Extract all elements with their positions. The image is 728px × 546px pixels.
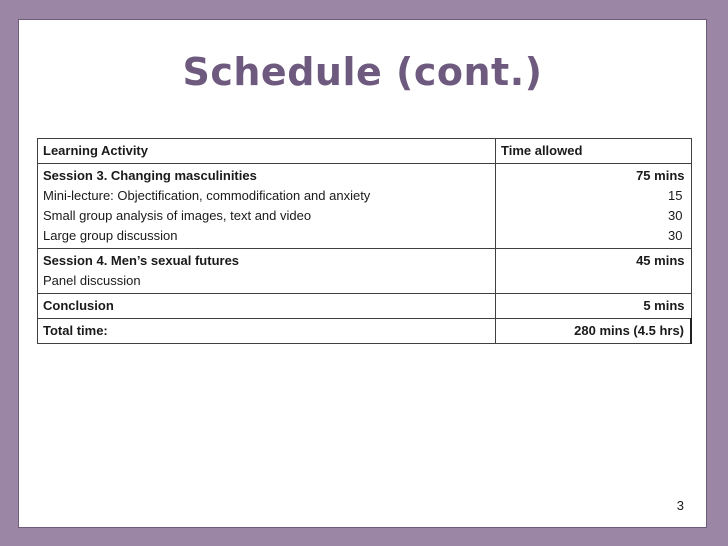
total-label-cell [38, 319, 496, 344]
total-time-cell [496, 319, 692, 344]
session3-item-2: Small group analysis of images, text and video [43, 208, 312, 223]
table-header-row [38, 139, 692, 164]
conclusion-label: Conclusion [43, 298, 114, 313]
table-row-session4 [38, 249, 692, 294]
total-time: 280 mins (4.5 hrs) [574, 323, 684, 338]
table-row-conclusion [38, 294, 692, 319]
table-row-session3 [38, 164, 692, 249]
header-time: Time allowed [496, 139, 692, 164]
session3-time-cell [496, 164, 692, 249]
table-row-total [38, 319, 692, 344]
session4-title: Session 4. Men’s sexual futures [43, 253, 240, 268]
page-number: 3 [676, 498, 684, 513]
session4-item-1: Panel discussion [43, 273, 141, 288]
slide [18, 19, 707, 528]
header-activity: Learning Activity [38, 139, 496, 164]
conclusion-cell [38, 294, 496, 319]
session3-title: Session 3. Changing masculinities [43, 168, 257, 183]
session4-time: 45 mins [636, 253, 685, 268]
conclusion-time: 5 mins [643, 298, 685, 313]
session4-activity-cell [38, 249, 496, 294]
conclusion-time-cell [496, 294, 692, 319]
session3-item-1-time: 15 [668, 188, 683, 203]
slide-title: Schedule (cont.) [182, 50, 543, 94]
session3-item-3: Large group discussion [43, 228, 178, 243]
session3-item-3-time: 30 [668, 228, 683, 243]
session3-activity-cell [38, 164, 496, 249]
session3-item-2-time: 30 [668, 208, 683, 223]
session3-time: 75 mins [636, 168, 685, 183]
session3-item-1: Mini-lecture: Objectification, commodification and anxiety [43, 188, 371, 203]
schedule-table [37, 138, 692, 344]
total-label: Total time: [43, 323, 108, 338]
session4-time-cell [496, 249, 692, 294]
